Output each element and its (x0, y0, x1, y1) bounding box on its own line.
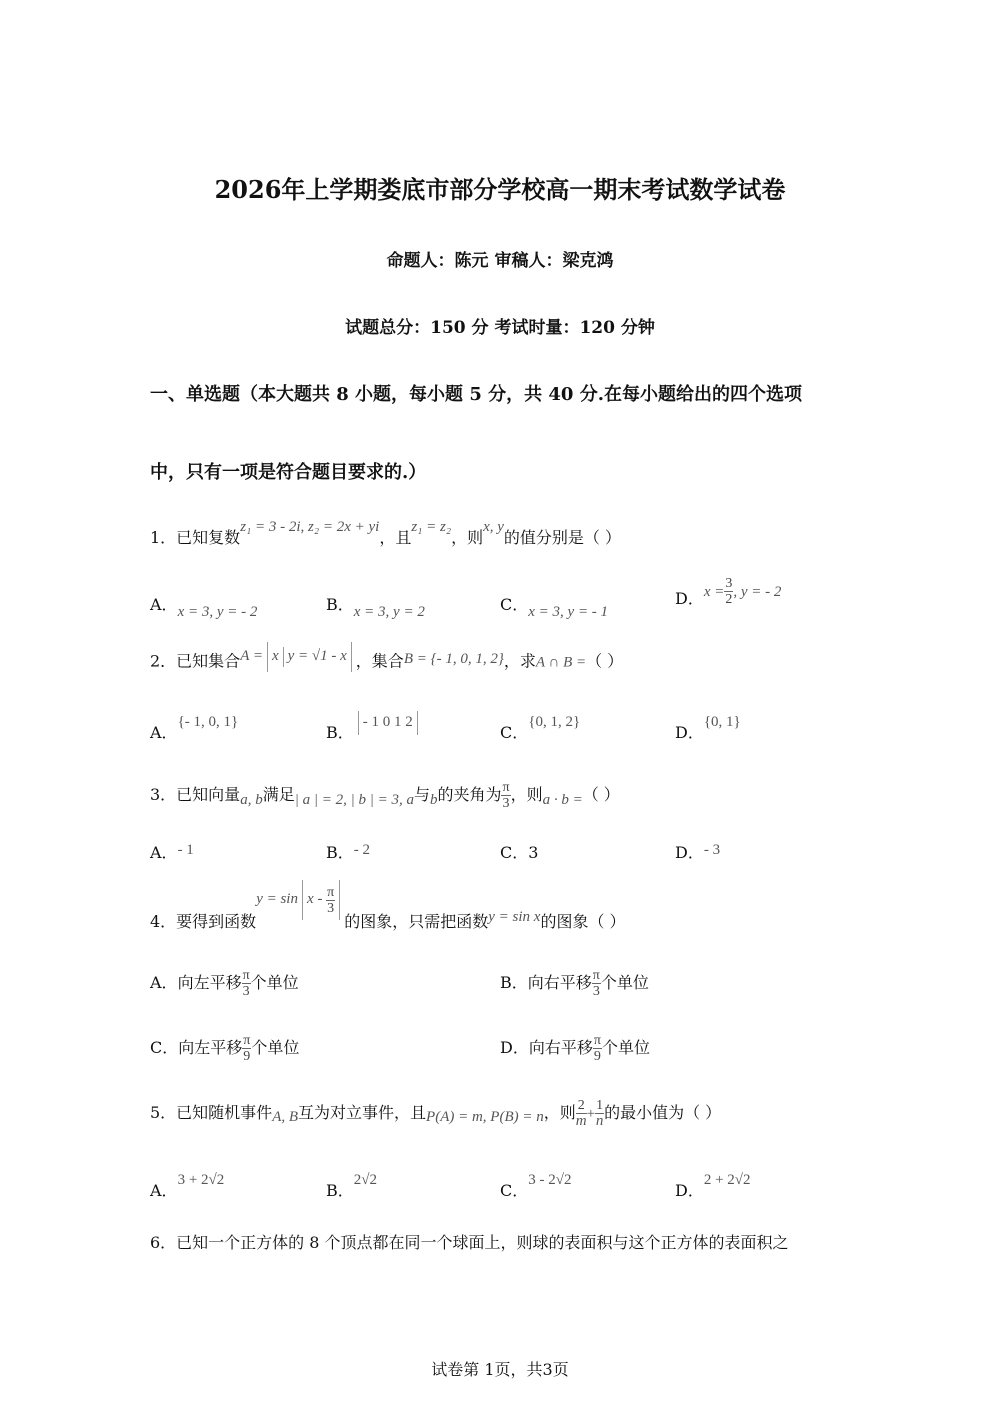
q3-option-d[interactable]: D．- 3 (675, 842, 721, 862)
question-4: 4．要得到函数y = sin x - $\frac{\pi}{3}$ 的图象，只需把函数y = sin x的图象（ ） (150, 880, 626, 920)
q5-option-b[interactable]: B．2√2 (326, 1172, 377, 1200)
page-footer: 试卷第 1页，共3页 (431, 1360, 569, 1379)
q1-d-fraction: $\frac{3}{2}$ (725, 576, 733, 607)
q2-option-c[interactable]: C．{0, 1, 2} (500, 714, 581, 742)
exam-title: 2026年上学期娄底市部分学校高一期末考试数学试卷 (214, 175, 786, 204)
question-1: 1．已知复数z₁ = 3 - 2i, z₂ = 2x + yi，且z₁ = z₂，则x, y的值分别是（ ） (150, 519, 621, 547)
q5-fraction-2-over-m: $\frac{2}{m}$ (575, 1098, 587, 1129)
question-3: 3．已知向量a, b满足| a | = 2, | b | = 3, a与b的夹角为 $\frac{\pi}{3}$ ，则a · b =（ ） (150, 780, 620, 811)
q1-math-vars: x, y (483, 519, 504, 535)
q4-option-a[interactable]: A．向左平移 $\frac{\pi}{3}$ 个单位 (150, 968, 299, 999)
q3-option-c[interactable]: C．3 (500, 843, 539, 862)
q5-option-d[interactable]: D．2 + 2√2 (675, 1172, 751, 1200)
q2-option-a[interactable]: A．{- 1, 0, 1} (150, 714, 239, 742)
q3-option-a[interactable]: A．- 1 (150, 842, 194, 862)
q2-math-intersection: A ∩ B = (535, 654, 587, 671)
q4-math-target-function: y = sin x - $\frac{\pi}{3}$ (256, 891, 344, 907)
q4-option-c[interactable]: C．向左平移 $\frac{\pi}{9}$ 个单位 (150, 1033, 300, 1064)
q4-option-d[interactable]: D．向右平移 $\frac{\pi}{9}$ 个单位 (500, 1033, 650, 1064)
q1-option-c[interactable]: C．x = 3, y = - 1 (500, 595, 609, 620)
q1-option-a[interactable]: A．x = 3, y = - 2 (150, 595, 258, 620)
q2-option-b[interactable]: B．- 1 0 1 2 (326, 720, 422, 747)
q2-option-d[interactable]: D．{0, 1} (675, 714, 741, 742)
question-2: 2．已知集合A = x y = √1 - x ，集合B = {- 1, 0, 1, 2}，求A ∩ B =（ ） (150, 648, 623, 678)
q2-math-set-a: A = x y = √1 - x (240, 648, 356, 664)
q1-math-complex: z₁ = 3 - 2i, z₂ = 2x + yi (240, 519, 380, 535)
exam-meta-line: 试题总分：150 分 考试时量：120 分钟 (345, 318, 655, 338)
q5-fraction-1-over-n: $\frac{1}{n}$ (595, 1098, 604, 1129)
section-heading-line1: 一、单选题（本大题共 8 小题，每小题 5 分，共 40 分.在每小题给出的四个选项 (150, 384, 802, 405)
question-5: 5．已知随机事件A, B互为对立事件，且P(A) = m, P(B) = n，则 $\frac{2}{m}$ + $\frac{1}{n}$ 的最小值为（ ） (150, 1098, 722, 1129)
q3-option-b[interactable]: B．- 2 (326, 842, 371, 862)
q2-math-set-b: B = {- 1, 0, 1, 2} (403, 651, 504, 668)
section-heading-line2: 中，只有一项是符合题目要求的.） (150, 462, 427, 483)
q1-math-equal: z₁ = z₂ (411, 519, 452, 535)
q5-option-a[interactable]: A．3 + 2√2 (150, 1172, 225, 1200)
q1-option-b[interactable]: B．x = 3, y = 2 (326, 595, 425, 620)
q3-angle-fraction: $\frac{\pi}{3}$ (502, 780, 510, 811)
question-6: 6．已知一个正方体的 8 个顶点都在同一个球面上，则球的表面积与这个正方体的表面积之 (150, 1233, 789, 1252)
q4-option-b[interactable]: B．向右平移 $\frac{\pi}{3}$ 个单位 (500, 968, 649, 999)
q5-option-c[interactable]: C．3 - 2√2 (500, 1172, 572, 1200)
authors-line: 命题人：陈元 审稿人：梁克鸿 (386, 251, 614, 271)
q1-option-d[interactable]: D．x = $\frac{3}{2}$ , y = - 2 (675, 576, 782, 608)
